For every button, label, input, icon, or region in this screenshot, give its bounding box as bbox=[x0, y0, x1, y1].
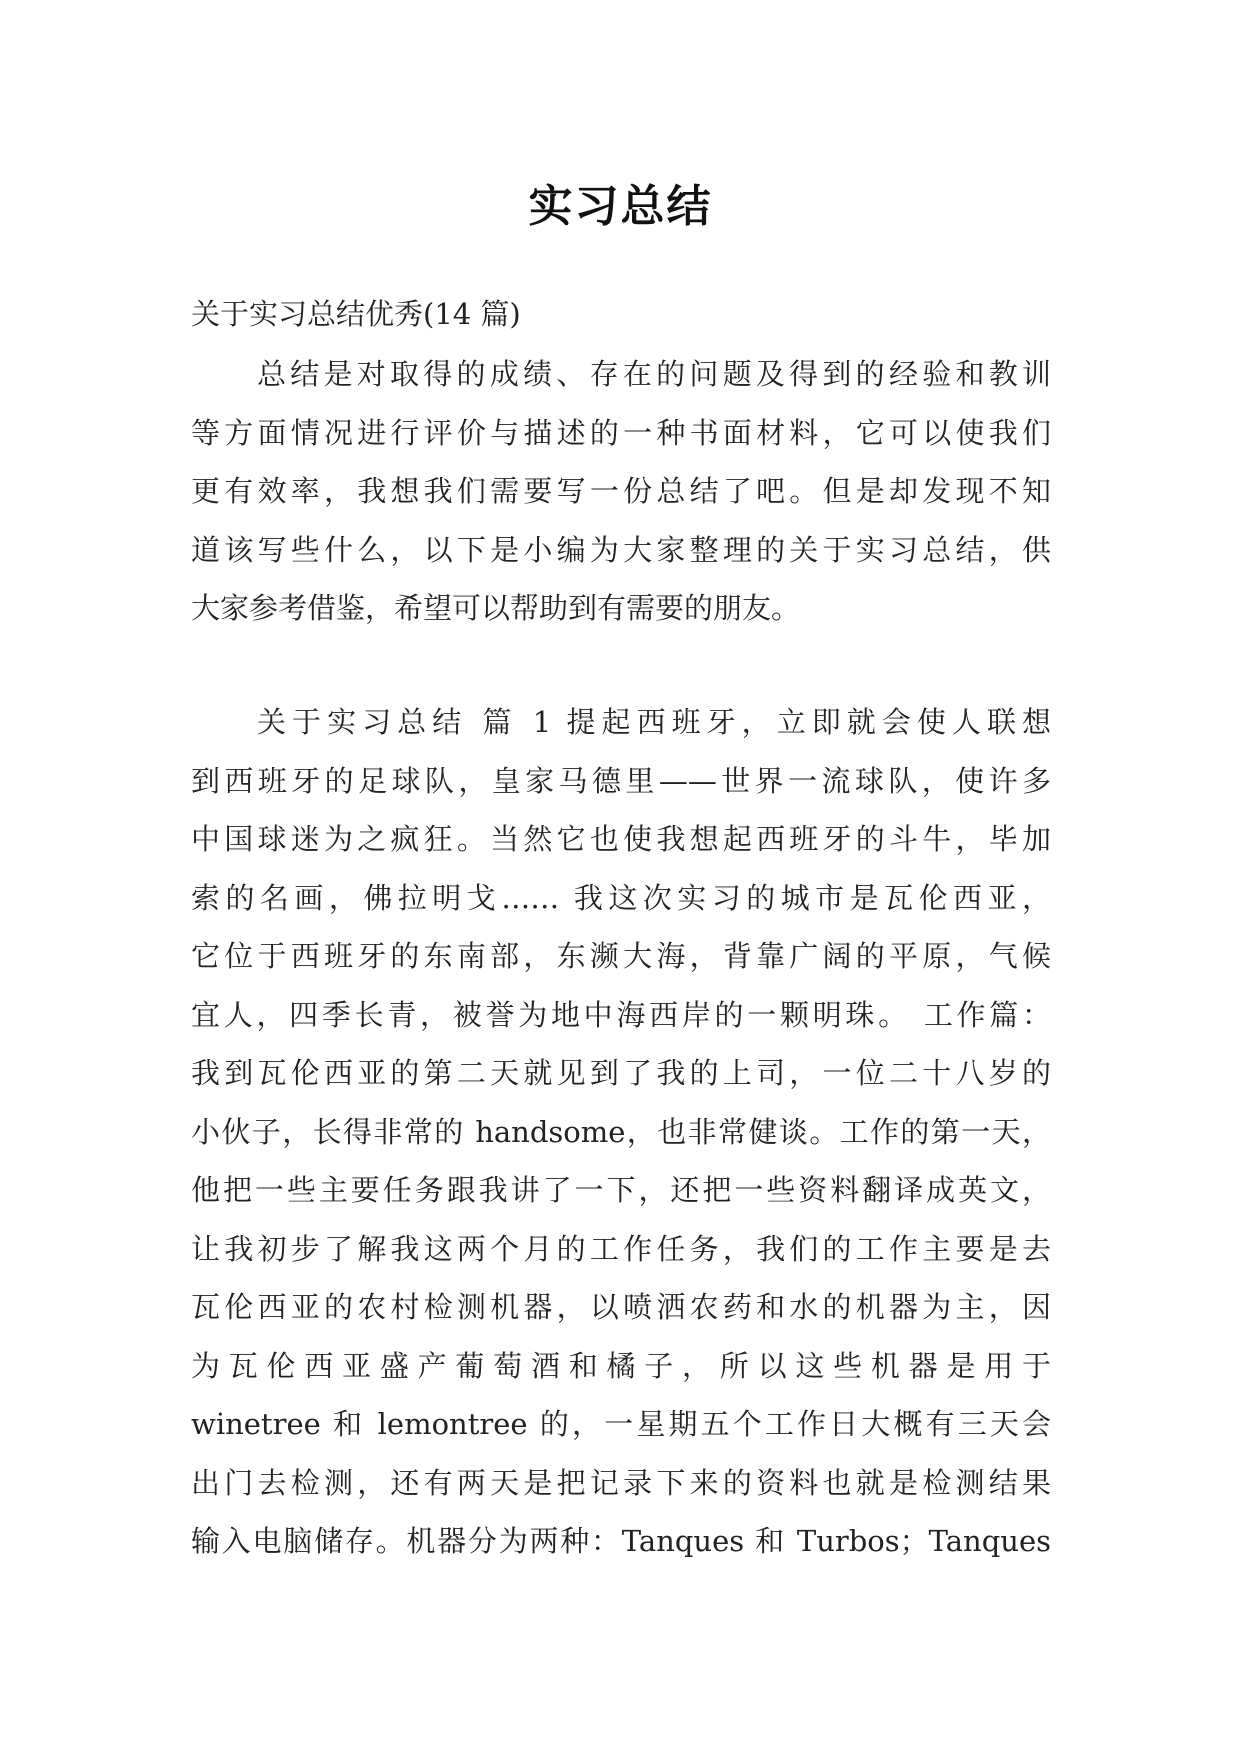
body-line: 我到瓦伦西亚的第二天就见到了我的上司，一位二十八岁的 bbox=[191, 1056, 1051, 1090]
body-line: 它位于西班牙的东南部，东濒大海，背靠广阔的平原，气候 bbox=[191, 939, 1051, 973]
intro-line: 等方面情况进行评价与描述的一种书面材料，它可以使我们 bbox=[191, 415, 1051, 450]
intro-paragraph bbox=[191, 345, 1051, 638]
section-1-heading-line: 关于实习总结 篇 1 提起西班牙，立即就会使人联想 bbox=[257, 705, 1051, 739]
document-subtitle: 关于实习总结优秀(14 篇) bbox=[191, 297, 521, 331]
intro-line: 大家参考借鉴，希望可以帮助到有需要的朋友。 bbox=[191, 591, 801, 625]
body-line: 他把一些主要任务跟我讲了一下，还把一些资料翻译成英文， bbox=[191, 1173, 1051, 1207]
body-line: 小伙子，长得非常的 handsome，也非常健谈。工作的第一天， bbox=[191, 1114, 1051, 1149]
body-line: 瓦伦西亚的农村检测机器，以喷洒农药和水的机器为主，因 bbox=[191, 1290, 1051, 1324]
body-line: 让我初步了解我这两个月的工作任务，我们的工作主要是去 bbox=[191, 1231, 1051, 1266]
body-line: 中国球迷为之疯狂。当然它也使我想起西班牙的斗牛，毕加 bbox=[191, 822, 1051, 856]
body-line: 到西班牙的足球队，皇家马德里——世界一流球队，使许多 bbox=[191, 763, 1051, 798]
section-1-paragraph bbox=[191, 693, 1051, 1571]
intro-line: 更有效率，我想我们需要写一份总结了吧。但是却发现不知 bbox=[191, 474, 1051, 508]
body-line: winetree 和 lemontree 的，一星期五个工作日大概有三天会 bbox=[191, 1407, 1051, 1441]
body-line: 索的名画，佛拉明戈…… 我这次实习的城市是瓦伦西亚， bbox=[191, 880, 1051, 915]
body-line: 出门去检测，还有两天是把记录下来的资料也就是检测结果 bbox=[191, 1465, 1051, 1500]
intro-line: 道该写些什么，以下是小编为大家整理的关于实习总结，供 bbox=[191, 532, 1051, 567]
body-line: 为瓦伦西亚盛产葡萄酒和橘子，所以这些机器是用于 bbox=[191, 1348, 1051, 1383]
body-line: 宜人，四季长青，被誉为地中海西岸的一颗明珠。 工作篇： bbox=[191, 997, 1051, 1032]
page-title: 实习总结 bbox=[528, 181, 713, 233]
intro-line: 总结是对取得的成绩、存在的问题及得到的经验和教训 bbox=[257, 357, 1051, 391]
body-line: 输入电脑储存。机器分为两种：Tanques 和 Turbos；Tanques bbox=[191, 1524, 1051, 1558]
